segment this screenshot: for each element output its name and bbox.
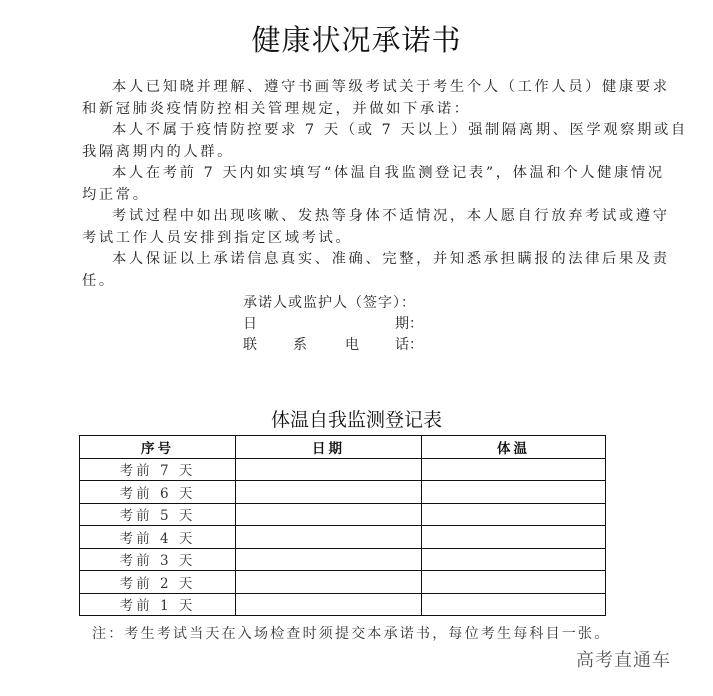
commitment-paragraph-3 (82, 163, 665, 206)
table-row (80, 571, 606, 594)
temperature-log-table (79, 435, 606, 616)
paragraph-line: 本人不属于疫情防控要求 7 天（或 7 天以上）强制隔离期、医学观察期或自 (112, 122, 688, 138)
table-row (80, 458, 606, 481)
table-note: 注：考生考试当天在入场检查时须提交本承诺书，每位考生每科目一张。 (92, 626, 611, 642)
phone-label-char: 联 (243, 337, 257, 353)
phone-row (243, 335, 423, 356)
phone-label-char: 话： (395, 337, 423, 353)
cell-date[interactable] (236, 548, 422, 571)
cell-seq: 考前 4 天 (80, 526, 236, 549)
log-table-title: 体温自我监测登记表 (270, 409, 442, 431)
commitment-paragraph-5 (82, 249, 670, 292)
paragraph-line: 本人已知晓并理解、遵守书画等级考试关于考生个人（工作人员）健康要求 (112, 79, 670, 95)
table-row (80, 526, 606, 549)
signature-block (243, 293, 423, 356)
signer-row (243, 293, 423, 314)
cell-temp[interactable] (422, 503, 606, 526)
paragraph-line: 我隔离期内的人群。 (82, 143, 235, 160)
paragraph-line: 本人在考前 7 天内如实填写“体温自我监测登记表”，体温和个人健康情况 (112, 165, 665, 181)
cell-seq: 考前 5 天 (80, 503, 236, 526)
commitment-paragraph-4 (82, 206, 670, 249)
date-label-start: 日 (243, 316, 257, 332)
table-header-row (80, 436, 606, 459)
paragraph-line: 考试工作人员安排到指定区域考试。 (82, 229, 353, 246)
paragraph-line: 本人保证以上承诺信息真实、准确、完整，并知悉承担瞒报的法律后果及责 (112, 251, 670, 267)
cell-date[interactable] (236, 481, 422, 504)
paragraph-line: 任。 (82, 272, 116, 289)
cell-date[interactable] (236, 503, 422, 526)
cell-seq: 考前 2 天 (80, 571, 236, 594)
cell-date[interactable] (236, 458, 422, 481)
document-title: 健康状况承诺书 (251, 23, 462, 57)
table-row (80, 503, 606, 526)
paragraph-line: 考试过程中如出现咳嗽、发热等身体不适情况，本人愿自行放弃考试或遵守 (112, 208, 670, 224)
header-date: 日期 (236, 436, 422, 459)
watermark: 高考直通车 (576, 650, 671, 671)
phone-label-char: 系 (293, 337, 307, 353)
cell-seq: 考前 6 天 (80, 481, 236, 504)
cell-date[interactable] (236, 593, 422, 616)
cell-seq: 考前 1 天 (80, 593, 236, 616)
cell-temp[interactable] (422, 458, 606, 481)
header-seq: 序号 (80, 436, 236, 459)
cell-seq: 考前 7 天 (80, 458, 236, 481)
commitment-paragraph-1 (82, 77, 670, 120)
commitment-paragraph-2 (82, 120, 688, 163)
cell-date[interactable] (236, 571, 422, 594)
cell-temp[interactable] (422, 548, 606, 571)
signer-label: 承诺人或监护人（签字）： (243, 295, 416, 311)
cell-temp[interactable] (422, 571, 606, 594)
date-row (243, 314, 423, 335)
cell-temp[interactable] (422, 526, 606, 549)
cell-date[interactable] (236, 526, 422, 549)
table-row (80, 548, 606, 571)
cell-temp[interactable] (422, 481, 606, 504)
table-row (80, 593, 606, 616)
header-temp: 体温 (422, 436, 606, 459)
phone-label-char: 电 (345, 337, 359, 353)
paragraph-line: 均正常。 (82, 186, 150, 203)
date-label-end: 期： (395, 316, 423, 332)
cell-temp[interactable] (422, 593, 606, 616)
table-row (80, 481, 606, 504)
paragraph-line: 和新冠肺炎疫情防控相关管理规定，并做如下承诺： (82, 100, 471, 117)
cell-seq: 考前 3 天 (80, 548, 236, 571)
